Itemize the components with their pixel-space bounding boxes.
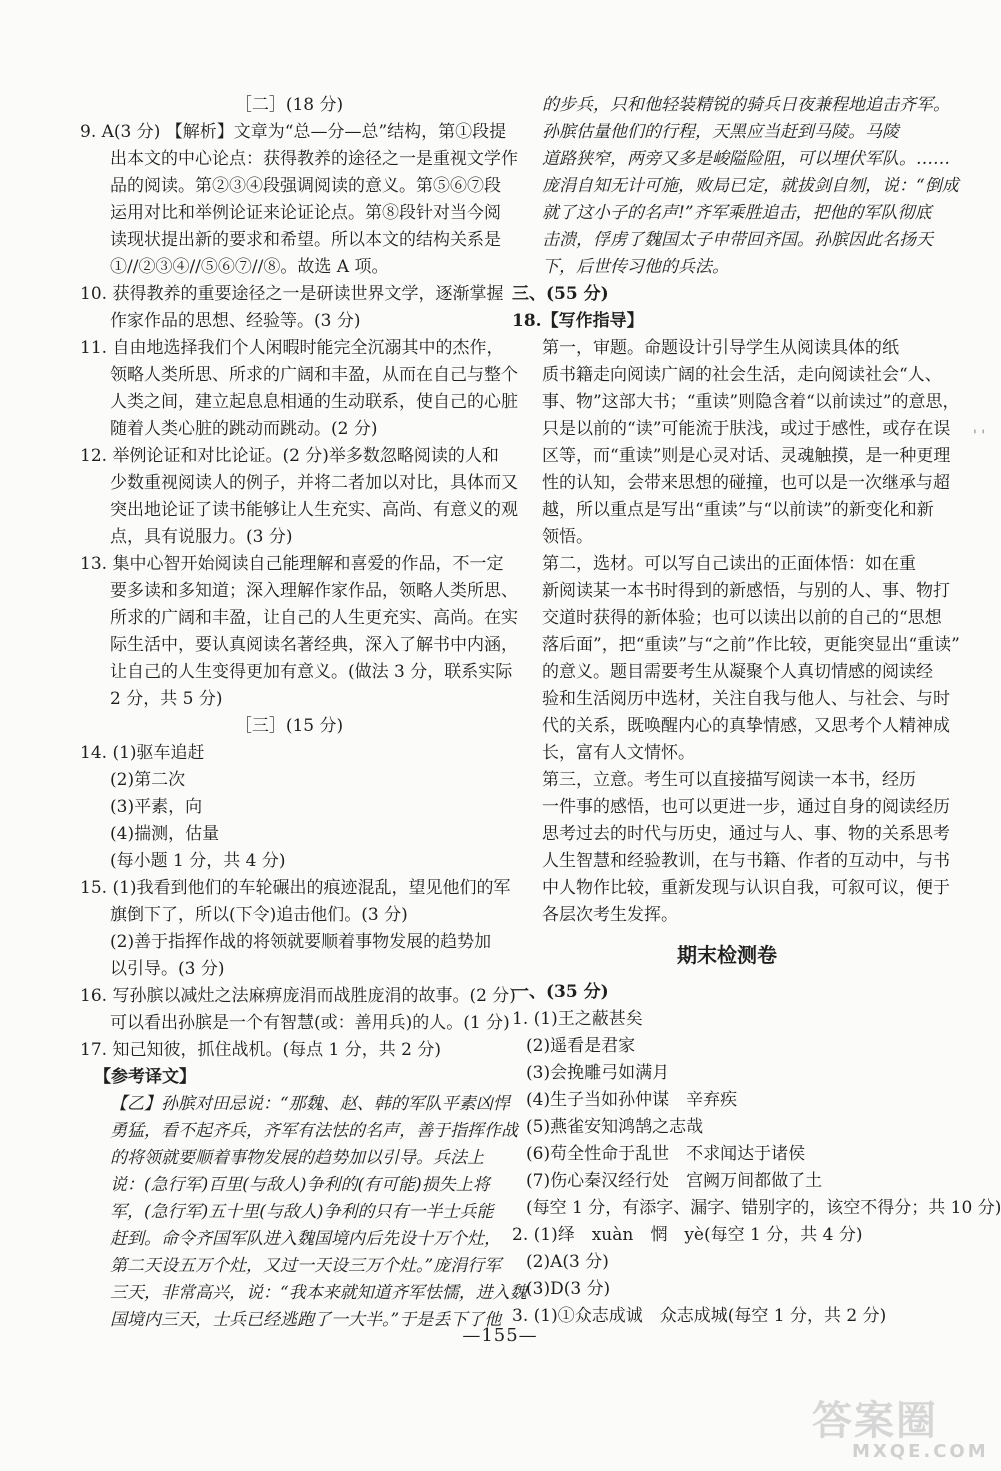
text-line: 1. (1)王之蔽甚矣: [512, 1009, 643, 1029]
text-line: (2)A(3 分): [526, 1252, 609, 1272]
section-title: ［三］(15 分): [234, 716, 344, 736]
watermark-text: 答案圈: [812, 1398, 938, 1444]
text-line: 出本文的中心论点：获得教养的途径之一是重视文学作: [110, 149, 518, 169]
text-line: 12. 举例论证和对比论证。(2 分)举多数忽略阅读的人和: [80, 446, 499, 466]
text-line: 领悟。: [542, 527, 593, 547]
text-line: 长，富有人文情怀。: [542, 743, 695, 763]
text-line: (每空 1 分，有添字、漏字、错别字的，该空不得分；共 10 分): [526, 1198, 1001, 1218]
text-line: 落后面”，把“重读”与“之前”作比较，更能突显出“重读”: [542, 635, 960, 655]
text-line: (4)揣测，估量: [110, 824, 220, 844]
text-line: 第二，选材。可以写自己读出的正面体悟：如在重: [542, 554, 916, 574]
text-line: 旗倒下了，所以(下令)追击他们。(3 分): [110, 905, 408, 925]
text-line: 品的阅读。第②③④段强调阅读的意义。第⑤⑥⑦段: [110, 176, 501, 196]
text-line: 赶到。命令齐国军队进入魏国境内后先设十万个灶，: [110, 1229, 501, 1249]
text-line: 一、(35 分): [512, 982, 609, 1002]
text-line: 10. 获得教养的重要途径之一是研读世界文学，逐渐掌握: [80, 284, 504, 304]
text-line: (2)遥看是君家: [526, 1036, 636, 1056]
section-heading: 期末检测卷: [677, 943, 777, 967]
text-line: 道路狭窄，两旁又多是峻隘险阻，可以埋伏军队。……: [542, 149, 950, 169]
text-line: 可以看出孙膑是一个有智慧(或：善用兵)的人。(1 分): [110, 1013, 510, 1033]
text-line: 13. 集中心智开始阅读自己能理解和喜爱的作品，不一定: [80, 554, 504, 574]
text-line: 代的关系，既唤醒内心的真挚情感，又思考个人精神成: [542, 716, 950, 736]
text-line: 18.【写作指导】: [512, 311, 644, 331]
text-line: 2 分，共 5 分): [110, 689, 223, 709]
text-line: (3)D(3 分): [526, 1279, 611, 1299]
text-line: (每小题 1 分，共 4 分): [110, 851, 286, 871]
text-line: (2)第二次: [110, 770, 186, 790]
text-line: 质书籍走向阅读广阔的社会生活，走向阅读社会“人、: [542, 365, 942, 385]
text-line: (5)燕雀安知鸿鹄之志哉: [526, 1117, 704, 1137]
text-line: 验和生活阅历中选材，关注自我与他人、与社会、与时: [542, 689, 950, 709]
text-line: 15. (1)我看到他们的车轮碾出的痕迹混乱，望见他们的军: [80, 878, 511, 898]
text-line: (4)生子当如孙仲谋 辛弃疾: [526, 1090, 738, 1110]
text-line: 【乙】孙膑对田忌说：“那魏、赵、韩的军队平素凶悍: [110, 1094, 510, 1114]
margin-mark: ' ': [973, 428, 986, 444]
text-line: 越，所以重点是写出“重读”与“以前读”的新变化和新: [542, 500, 934, 520]
text-line: 思考过去的时代与历史，通过与人、事、物的关系思考: [542, 824, 950, 844]
text-line: 领略人类所思、所求的广阔和丰盈，从而在自己与整个: [110, 365, 518, 385]
text-line: 点，具有说服力。(3 分): [110, 527, 293, 547]
text-line: 击溃，俘虏了魏国太子申带回齐国。孙膑因此名扬天: [542, 230, 933, 250]
text-line: 新阅读某一本书时得到的新感悟，与别的人、事、物打: [542, 581, 950, 601]
text-line: 第二天设五万个灶，又过一天设三万个灶。”庞涓行军: [110, 1256, 502, 1276]
text-line: 读现状提出新的要求和希望。所以本文的结构关系是: [110, 230, 501, 250]
text-line: 说：(急行军)百里(与敌人)争利的(有可能)损失上将: [110, 1175, 490, 1195]
left-column: [80, 92, 527, 1334]
page-number: —155—: [462, 1325, 538, 1346]
text-line: 让自己的人生变得更加有意义。(做法 3 分，联系实际: [110, 662, 513, 682]
text-line: 的步兵，只和他轻装精锐的骑兵日夜兼程地追击齐军。: [542, 95, 950, 115]
text-line: 军，(急行军)五十里(与敌人)争利的只有一半士兵能: [110, 1202, 494, 1222]
right-column: [512, 92, 1001, 1330]
text-line: 人类之间，建立起息息相通的生动联系，使自己的心脏: [110, 392, 518, 412]
text-line: 只是以前的“读”可能流于肤浅，或过于感性，或存在误: [542, 419, 951, 439]
text-line: 2. (1)绎 xuàn 惘 yè(每空 1 分，共 4 分): [512, 1225, 863, 1245]
text-line: 交道时获得的新体验；也可以读出以前的自己的“思想: [542, 608, 942, 628]
text-line: 的意义。题目需要考生从凝聚个人真切情感的阅读经: [542, 662, 933, 682]
text-line: (2)善于指挥作战的将领就要顺着事物发展的趋势加: [110, 932, 492, 952]
text-line: 一件事的感悟，也可以更进一步，通过自身的阅读经历: [542, 797, 950, 817]
text-line: 17. 知己知彼，抓住战机。(每点 1 分，共 2 分): [80, 1040, 441, 1060]
text-line: 9. A(3 分) 【解析】文章为“总—分—总”结构，第①段提: [80, 122, 507, 142]
text-line: 庞涓自知无计可施，败局已定，就拔剑自刎，说：“倒成: [542, 176, 959, 196]
text-line: 事、物”这部大书；“重读”则隐含着“以前读过”的意思，: [542, 392, 960, 412]
text-line: (7)伤心秦汉经行处 宫阙万间都做了土: [526, 1171, 823, 1191]
text-line: 下，后世传习他的兵法。: [542, 257, 729, 277]
text-line: 三天，非常高兴，说：“我本来就知道齐军怯懦，进入魏: [110, 1283, 527, 1303]
text-line: 孙膑估量他们的行程，天黑应当赶到马陵。马陵: [542, 122, 899, 142]
text-line: 就了这小子的名声!”齐军乘胜追击，把他的军队彻底: [542, 203, 932, 223]
text-line: 第三，立意。考生可以直接描写阅读一本书，经历: [542, 770, 916, 790]
text-line: 以引导。(3 分): [110, 959, 225, 979]
text-line: 勇猛，看不起齐兵，齐军有法怯的名声，善于指挥作战: [110, 1121, 518, 1141]
watermark-logo: [812, 1400, 992, 1464]
text-line: 人生智慧和经验教训，在与书籍、作者的互动中，与书: [542, 851, 950, 871]
text-line: 性的认知，会带来思想的碰撞，也可以是一次继承与超: [542, 473, 950, 493]
text-line: 14. (1)驱车追赶: [80, 743, 205, 763]
text-line: 各层次考生发挥。: [542, 905, 678, 925]
text-line: 中人物作比较，重新发现与认识自我，可叙可议，便于: [542, 878, 950, 898]
text-line: 要多读和多知道；深入理解作家作品，领略人类所思、: [110, 581, 518, 601]
text-line: 16. 写孙膑以减灶之法麻痹庞涓而战胜庞涓的故事。(2 分): [80, 986, 516, 1006]
section-title: ［二］(18 分): [234, 95, 344, 115]
text-line: 作家作品的思想、经验等。(3 分): [110, 311, 361, 331]
text-line: 三、(55 分): [512, 284, 609, 304]
text-line: 突出地论证了读书能够让人生充实、高尚、有意义的观: [110, 500, 518, 520]
text-line: 【参考译文】: [94, 1067, 196, 1087]
text-line: 第一，审题。命题设计引导学生从阅读具体的纸: [542, 338, 899, 358]
text-line: (3)平素，向: [110, 797, 203, 817]
text-line: 11. 自由地选择我们个人闲暇时能完全沉溺其中的杰作，: [80, 338, 504, 358]
text-line: 随着人类心脏的跳动而跳动。(2 分): [110, 419, 378, 439]
text-line: 运用对比和举例论证来论证论点。第⑧段针对当今阅: [110, 203, 501, 223]
text-line: (6)苟全性命于乱世 不求闻达于诸侯: [526, 1144, 806, 1164]
text-line: 区等，而“重读”则是心灵对话、灵魂触摸，是一种更理: [542, 446, 951, 466]
text-line: 际生活中，要认真阅读名著经典，深入了解书中内涵，: [110, 635, 518, 655]
text-line: 国境内三天，士兵已经逃跑了一大半。”于是丢下了他: [110, 1310, 502, 1330]
text-line: 少数重视阅读人的例子，并将二者加以对比，具体而又: [110, 473, 518, 493]
watermark-domain: MXQE.COM: [852, 1441, 989, 1462]
text-line: (3)会挽雕弓如满月: [526, 1063, 670, 1083]
text-line: 的将领就要顺着事物发展的趋势加以引导。兵法上: [110, 1148, 484, 1168]
text-line: ①//②③④//⑤⑥⑦//⑧。故选 A 项。: [110, 257, 389, 277]
text-line: 3. (1)①众志成诚 众志成城(每空 1 分，共 2 分): [512, 1306, 887, 1326]
text-line: 所求的广阔和丰盈，让自己的人生更充实、高尚。在实: [110, 608, 518, 628]
